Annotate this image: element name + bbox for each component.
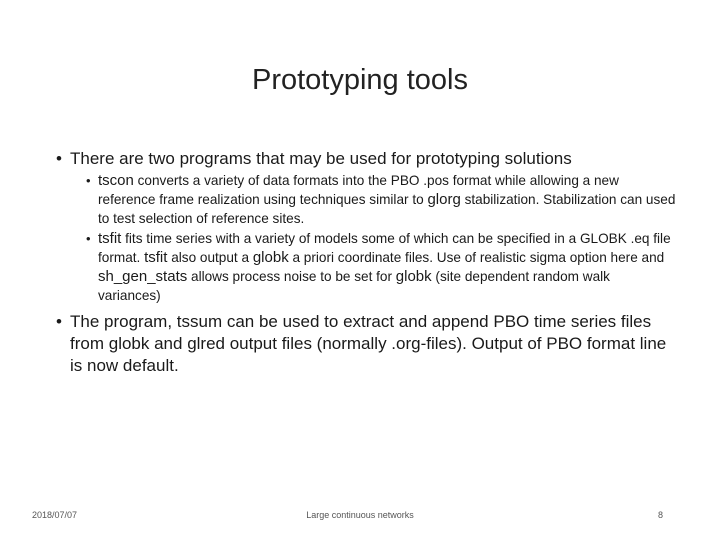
command-globk: globk [108, 334, 150, 353]
sub-bullet-tscon [56, 171, 676, 228]
command-sh-gen-stats: sh_gen_stats [98, 268, 188, 285]
sub-bullet-text: also output a [167, 250, 253, 265]
bullet-dot-icon: • [86, 173, 91, 188]
sub-bullet-tsfit [56, 229, 676, 305]
sub-bullet-text: fits time series with a variety of models some of which can be specified in a GLOBK .eq file format. [98, 231, 671, 265]
bullet-text: output files (normally .org-files). Output of PBO format line is now default. [70, 334, 667, 375]
command-globk: globk [252, 249, 289, 266]
slide-title: Prototyping tools [251, 64, 468, 96]
bullet-dot-icon: • [86, 231, 91, 246]
footer-title: Large continuous networks [306, 510, 414, 520]
command-globk: globk [395, 268, 432, 285]
sub-bullet-text: allows process noise to be set for [187, 269, 396, 284]
bullet-text: can be used to extract and append PBO time series files from [70, 312, 652, 353]
footer-page-number: 8 [658, 510, 664, 520]
command-tsfit: tsfit [144, 249, 168, 266]
bullet-text: and [149, 334, 188, 353]
command-glred: glred [187, 334, 225, 353]
bullet-dot-icon: • [56, 312, 62, 331]
sub-bullet-text: converts a variety of data formats into the PBO .pos format while allowing a new reference frame realization using techniques similar to [98, 173, 619, 207]
command-glorg: glorg [427, 191, 461, 208]
sub-bullet-text: stabilization. Stabilization can used to test selection of reference sites. [98, 192, 676, 226]
command-tsfit: tsfit [98, 230, 122, 247]
bullet-tssum [56, 311, 676, 377]
command-tscon: tscon [98, 172, 134, 189]
bullet-text: The program, [70, 312, 177, 331]
footer-date: 2018/07/07 [32, 510, 78, 520]
bullet-dot-icon: • [56, 149, 62, 168]
slide-content [56, 148, 676, 377]
command-tssum: tssum [176, 312, 223, 331]
sub-bullet-text: (site dependent random walk variances) [98, 269, 610, 303]
bullet-two-programs [56, 148, 676, 170]
bullet-text: There are two programs that may be used for prototyping solutions [70, 149, 572, 168]
sub-bullet-text: a priori coordinate files. Use of realistic sigma option here and [288, 250, 665, 265]
